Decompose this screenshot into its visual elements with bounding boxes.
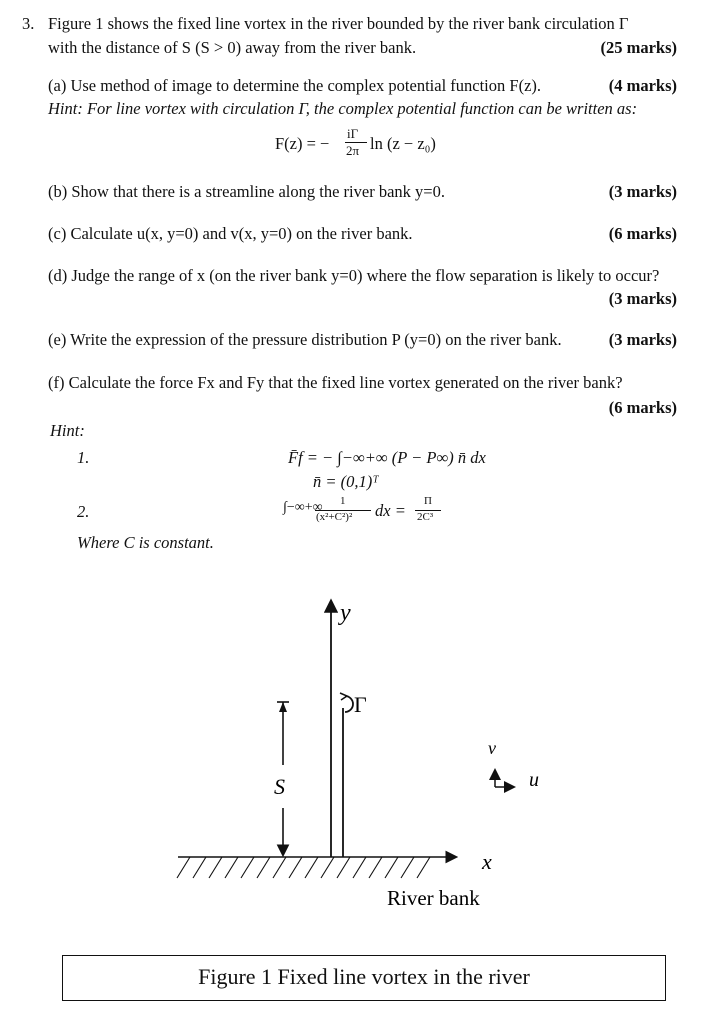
formula-rhs: ln (z − z₀) [370, 134, 436, 153]
part-d-text: (d) Judge the range of x (on the river bank y=0) where the flow separation is likely to occur? [48, 266, 660, 285]
force-formula: F̄f = − ∫−∞+∞ (P − P∞) n̄ dx [288, 448, 486, 467]
vortex-figure [0, 590, 715, 920]
constant-note: Where C is constant. [77, 533, 214, 552]
vortex-circulation-icon [345, 696, 353, 712]
hint-2-number: 2. [77, 502, 90, 521]
part-d-marks: (3 marks) [608, 289, 677, 308]
bank-hatching [177, 857, 430, 878]
part-a-marks: (4 marks) [608, 76, 677, 95]
question-line-1: Figure 1 shows the fixed line vortex in the river bounded by the river bank circulation Γ [48, 14, 629, 33]
figure-caption: Figure 1 Fixed line vortex in the river [198, 964, 530, 989]
total-marks: (25 marks) [600, 38, 677, 57]
part-c-marks: (6 marks) [608, 224, 677, 243]
formula-lhs: F(z) = − [275, 134, 330, 153]
part-c-text: (c) Calculate u(x, y=0) and v(x, y=0) on the river bank. [48, 224, 413, 243]
question-number: 3. [22, 14, 35, 33]
integral-result-denominator: 2C³ [417, 511, 434, 523]
part-f-text: (f) Calculate the force Fx and Fy that the fixed line vortex generated on the river bank? [48, 373, 623, 392]
integral-sign: ∫−∞+∞ [283, 500, 323, 515]
part-b-marks: (3 marks) [608, 182, 677, 201]
integral-numerator: 1 [340, 495, 346, 507]
figure-caption-box [62, 955, 666, 1001]
part-a-text: (a) Use method of image to determine the complex potential function F(z). [48, 76, 542, 95]
y-label: y [340, 600, 351, 626]
part-e-text: (e) Write the expression of the pressure distribution P (y=0) on the river bank. [48, 330, 562, 349]
gamma-label: Γ [354, 692, 367, 717]
x-label: x [482, 849, 492, 874]
integral-formula [283, 494, 453, 530]
part-e-marks: (3 marks) [608, 330, 677, 349]
s-label: S [274, 774, 285, 799]
question-line-2: with the distance of S (S > 0) away from the river bank. [48, 38, 417, 57]
u-label: u [529, 769, 539, 791]
hint-1-number: 1. [77, 448, 90, 467]
integral-dx: dx = [375, 501, 406, 520]
formula-denominator: 2π [346, 143, 360, 158]
hint-title: Hint: [50, 421, 85, 440]
part-a-hint: Hint: For line vortex with circulation Γ, the complex potential function can be written as: [48, 99, 638, 118]
v-label: v [488, 738, 496, 758]
integral-result-numerator: Π [424, 495, 432, 507]
part-b-text: (b) Show that there is a streamline along the river bank y=0. [48, 182, 445, 201]
part-f-marks: (6 marks) [608, 398, 677, 417]
river-bank-label: River bank [387, 886, 480, 910]
integral-denominator: (x²+C²)² [316, 511, 353, 523]
formula-numerator: iΓ [347, 126, 359, 141]
normal-vector: n̄ = (0,1)ᵀ [313, 472, 379, 491]
